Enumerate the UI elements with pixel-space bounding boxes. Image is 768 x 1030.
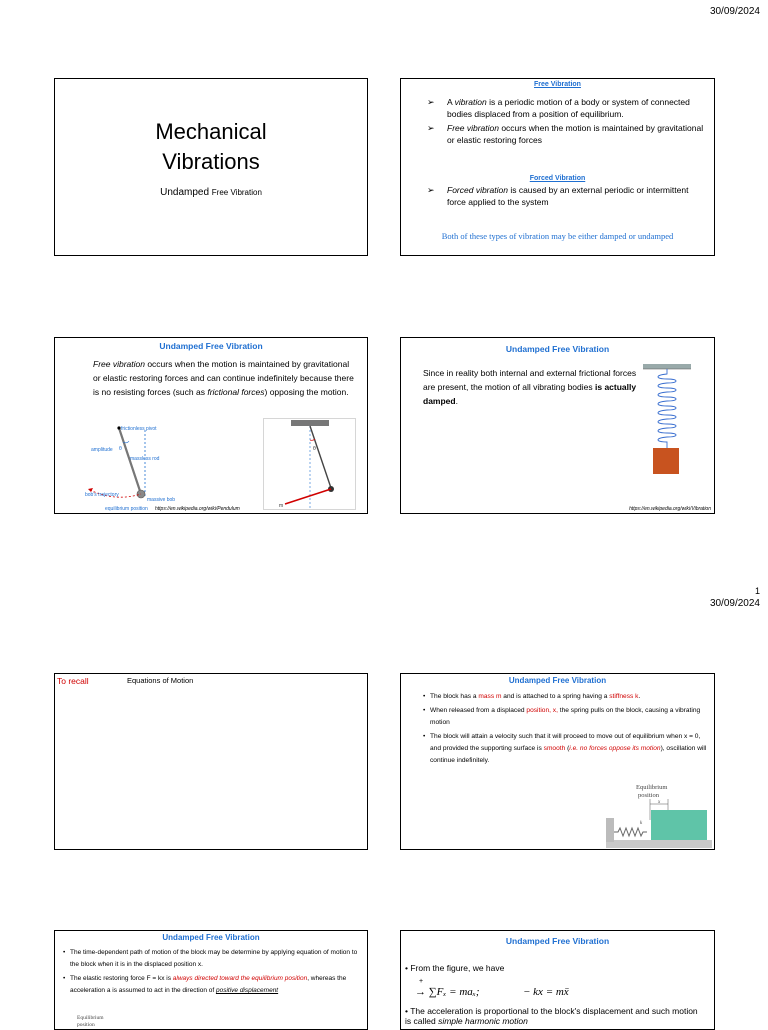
b1-red2: stiffness k (609, 693, 639, 700)
heading-forced-vibration: Forced Vibration (529, 175, 586, 182)
setup-figure-label (77, 1015, 104, 1029)
b1-pre: A (447, 97, 455, 107)
shm-equation-left: → ∑Fₓ = maₓ; (415, 986, 480, 998)
slide-title-subtitle (55, 187, 367, 198)
b3-pre: The block will attain a velocity such that it will proceed to move out of equilibrium when x = 0, and provided the supporting surface is (430, 733, 701, 752)
wall (606, 818, 614, 842)
b3-em: Forced vibration (447, 185, 508, 195)
page2-date: 30/09/2024 (709, 598, 760, 609)
shm-equation-right: − kx = mẍ (523, 986, 569, 998)
slide-damped (400, 337, 715, 514)
shm-bullet-1: • From the figure, we have (405, 963, 505, 973)
setup-fig-eq: Equilibrium (77, 1015, 104, 1021)
bullet-vibration (421, 96, 706, 120)
p1-em2: frictional forces (207, 387, 265, 397)
shm-b2-pre: The acceleration is proportional to the block's displacement and such motion is called (405, 1006, 698, 1026)
bullet-path: • The time-dependent path of motion of the block may be determine by applying equation of motion to the block when it is in the displaced position x. (63, 947, 361, 971)
slide-pendulum-title: Undamped Free Vibration (159, 341, 263, 351)
fig-equilibrium: Equilibrium (636, 784, 668, 791)
b2-em: Free vibration (447, 123, 499, 133)
b2-post: occurs when the motion is maintained by gravitational or elastic restoring forces (447, 123, 704, 145)
b3-red: smooth (543, 745, 566, 752)
bullet-displaced (423, 705, 708, 729)
slide-shm (400, 930, 715, 1030)
coil-spring (658, 369, 676, 448)
block-spring-figure (606, 782, 712, 848)
b1-post: . (638, 693, 641, 700)
damped-bold: is actually damped (423, 382, 637, 406)
shm-b2-em: simple harmonic motion (438, 1016, 528, 1026)
bullet-equilibrium (423, 731, 708, 767)
pendulum-photo (263, 418, 356, 510)
slide-block-title: Undamped Free Vibration (508, 676, 607, 685)
setup-fig-pos: position (77, 1022, 95, 1028)
recall-title: Equations of Motion (127, 676, 194, 685)
p1-em: Free vibration (93, 359, 145, 369)
page-number: 1 (754, 586, 760, 596)
shm-b1: From the figure, we have (410, 963, 505, 973)
block-spring (614, 828, 647, 836)
spring-ceiling (643, 364, 691, 369)
slide-title-heading (55, 117, 367, 177)
p1-post: ) opposing the motion. (264, 387, 349, 397)
slide-definitions (400, 78, 715, 256)
shm-bullet-2: • The acceleration is proportional to the block's displacement and such motion is called simple harmonic motion (405, 1006, 698, 1026)
floor (606, 840, 712, 848)
b2-pre: When released from a displaced (430, 707, 527, 714)
bullet-mass (423, 691, 708, 703)
s7-b2-mid: , whereas the acceleration a is assumed to act in the direction of (70, 975, 347, 994)
fig-position: position (638, 792, 659, 799)
b1-post: is a periodic motion of a body or system of connected bodies displaced from a position of equilibrium. (447, 97, 690, 119)
b3-post: ), oscillation will continue indefinitely. (430, 745, 707, 764)
fig-k: k (640, 821, 643, 826)
fig2-theta: θ (313, 446, 316, 452)
title-line-2: Vibrations (162, 149, 260, 174)
subtitle-main: Undamped (160, 187, 212, 198)
slide-shm-title: Undamped Free Vibration (505, 936, 610, 946)
slide-pendulum (54, 337, 368, 514)
bullet-restoring (63, 973, 361, 997)
recall-label: To recall (57, 676, 89, 686)
b1-pre: The block has a (430, 693, 479, 700)
block-bullets (423, 691, 708, 767)
b3-red-em: i.e. no forces oppose its motion (569, 745, 661, 752)
label-trajectory: bob's trajectory (85, 492, 119, 498)
pendulum-paragraph (93, 357, 355, 399)
b1-mid: and is attached to a spring having a (501, 693, 610, 700)
s7-b2-pre: The elastic restoring force F = kx is (70, 975, 173, 982)
bullet-forced-vibration (421, 184, 706, 208)
heading-free-vibration: Free Vibration (534, 81, 581, 88)
damped-paragraph (423, 366, 638, 408)
p1-mid: occurs when the motion is maintained by gravitational or elastic restoring forces and can continue indefinitely because there is no resisting forces (such as (93, 359, 354, 397)
label-bob: massive bob (147, 497, 176, 503)
b3-mid: ( (565, 745, 570, 752)
b1-red: mass m (478, 693, 502, 700)
fig2-m: m (279, 503, 284, 509)
spring-mass-diagram (641, 362, 701, 477)
sliding-block (651, 810, 707, 840)
damped-post: . (455, 396, 458, 406)
label-pivot: frictionless pivot (121, 426, 157, 432)
slide-equation-setup (54, 930, 368, 1030)
b2-red: position, x, (526, 707, 558, 714)
bullet-free-vibration (421, 122, 706, 146)
label-rod: massless rod (130, 456, 160, 462)
label-theta: θ (119, 446, 122, 452)
slide-recall (54, 673, 368, 850)
damped-source: https://en.wikipedia.org/wiki/Vibration (629, 506, 711, 512)
hanging-mass (653, 448, 679, 474)
title-line-1: Mechanical (155, 119, 267, 144)
shm-plus: + (419, 978, 424, 985)
forced-vibration-bullets (421, 184, 706, 208)
pendulum-source: https://en.wikipedia.org/wiki/Pendulum (155, 506, 240, 512)
free-vibration-bullets (421, 96, 706, 146)
slide-block-spring (400, 673, 715, 850)
s7-b2-em: positive displacement (215, 987, 279, 994)
damped-pre: Since in reality both internal and external frictional forces are present, the motion of all vibrating bodies (423, 368, 637, 392)
label-amplitude: amplitude (91, 447, 113, 453)
s7-b2-red: always directed toward the equilibrium position (172, 975, 308, 982)
b3-post: is caused by an external periodic or intermittent force applied to the system (447, 185, 689, 207)
label-equilibrium: equilibrium position (105, 506, 148, 512)
pendulum-diagram (85, 422, 270, 514)
ceiling-mount (291, 420, 329, 426)
damped-undamped-note: Both of these types of vibration may be either damped or undamped (441, 231, 674, 241)
fig-x: x (658, 800, 661, 805)
b1-em: vibration (454, 97, 487, 107)
slide-title (54, 78, 368, 256)
slide-damped-title: Undamped Free Vibration (505, 344, 610, 354)
page1-date: 30/09/2024 (709, 6, 760, 17)
slide-setup-title: Undamped Free Vibration (162, 933, 260, 942)
subtitle-small: Free Vibration (211, 188, 262, 197)
b2-post: the spring pulls on the block, causing a vibrating motion (430, 707, 701, 726)
setup-bullets (63, 947, 361, 997)
